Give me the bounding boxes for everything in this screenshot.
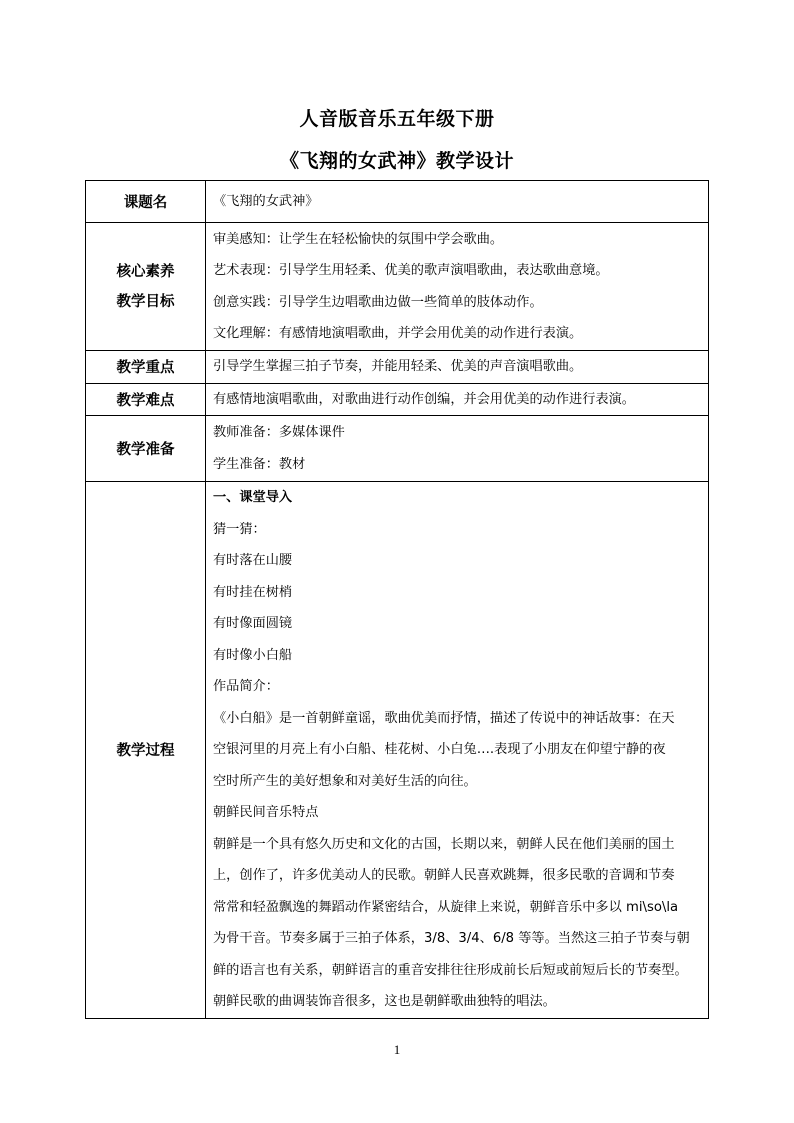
process-line: 有时挂在树梢 bbox=[213, 584, 293, 600]
value-goals bbox=[206, 223, 709, 351]
label-goals bbox=[86, 223, 206, 351]
value-process bbox=[206, 482, 709, 1019]
row-prep bbox=[86, 416, 709, 482]
process-line: 有时像小白船 bbox=[213, 647, 293, 663]
value-topic: 《飞翔的女武神》 bbox=[206, 181, 709, 223]
prep-item: 教师准备：多媒体课件 bbox=[213, 425, 345, 440]
document-title: 人音版音乐五年级下册 bbox=[299, 108, 495, 130]
process-line: 常常和轻盈飘逸的舞蹈动作紧密结合，从旋律上来说，朝鲜音乐中多以 mi\so\la bbox=[213, 899, 679, 915]
prep-item: 学生准备：教材 bbox=[213, 456, 306, 472]
row-process bbox=[86, 482, 709, 1019]
process-line: 鲜的语言也有关系，朝鲜语言的重音安排往往形成前长后短或前短后长的节奏型。 bbox=[213, 962, 688, 978]
process-line: 猜一猜： bbox=[213, 521, 266, 537]
process-line: 为骨干音。节奏多属于三拍子体系，3/8、3/4、6/8 等等。当然这三拍子节奏与朝 bbox=[213, 931, 690, 946]
process-line: 有时落在山腰 bbox=[213, 553, 293, 568]
value-difficulty: 有感情地演唱歌曲，对歌曲进行动作创编，并会用优美的动作进行表演。 bbox=[206, 383, 709, 416]
label-process: 教学过程 bbox=[86, 482, 206, 1019]
process-line: 上，创作了，许多优美动人的民歌。朝鲜人民喜欢跳舞，很多民歌的音调和节奏 bbox=[213, 868, 675, 883]
goal-item: 审美感知：让学生在轻松愉快的氛围中学会歌曲。 bbox=[213, 231, 504, 247]
goal-item: 创意实践：引导学生边唱歌曲边做一些简单的肢体动作。 bbox=[213, 294, 543, 310]
process-line: 朝鲜是一个具有悠久历史和文化的古国，长期以来，朝鲜人民在他们美丽的国土 bbox=[213, 836, 675, 852]
goal-item: 文化理解：有感情地演唱歌曲，并学会用优美的动作进行表演。 bbox=[213, 326, 583, 341]
label-topic: 课题名 bbox=[86, 181, 206, 223]
value-focus: 引导学生掌握三拍子节奏，并能用轻柔、优美的声音演唱歌曲。 bbox=[206, 351, 709, 384]
process-line: 有时像面圆镜 bbox=[213, 616, 293, 631]
process-line: 朝鲜民间音乐特点 bbox=[213, 805, 319, 820]
label-prep: 教学准备 bbox=[86, 416, 206, 482]
process-line: 作品简介： bbox=[213, 679, 279, 694]
process-line: 空时所产生的美好想象和对美好生活的向往。 bbox=[213, 773, 477, 789]
row-focus bbox=[86, 351, 709, 384]
value-prep bbox=[206, 416, 709, 482]
document-subtitle: 《飞翔的女武神》教学设计 bbox=[279, 150, 514, 172]
row-topic bbox=[86, 181, 709, 223]
section-heading: 一、课堂导入 bbox=[213, 490, 293, 505]
label-focus: 教学重点 bbox=[86, 351, 206, 384]
lesson-plan-table bbox=[85, 180, 709, 1019]
label-goals-line2: 教学目标 bbox=[116, 293, 175, 310]
page-number: 1 bbox=[393, 1042, 401, 1057]
goal-item: 艺术表现：引导学生用轻柔、优美的歌声演唱歌曲，表达歌曲意境。 bbox=[213, 263, 609, 278]
process-line: 《小白船》是一首朝鲜童谣，歌曲优美而抒情，描述了传说中的神话故事：在天 bbox=[213, 710, 675, 726]
process-line: 朝鲜民歌的曲调装饰音很多，这也是朝鲜歌曲独特的唱法。 bbox=[213, 994, 556, 1009]
process-line: 空银河里的月亮上有小白船、桂花树、小白兔….表现了小朋友在仰望宁静的夜 bbox=[213, 742, 666, 757]
label-difficulty: 教学难点 bbox=[86, 383, 206, 416]
row-difficulty bbox=[86, 383, 709, 416]
row-goals bbox=[86, 223, 709, 351]
label-goals-line1: 核心素养 bbox=[116, 263, 175, 280]
